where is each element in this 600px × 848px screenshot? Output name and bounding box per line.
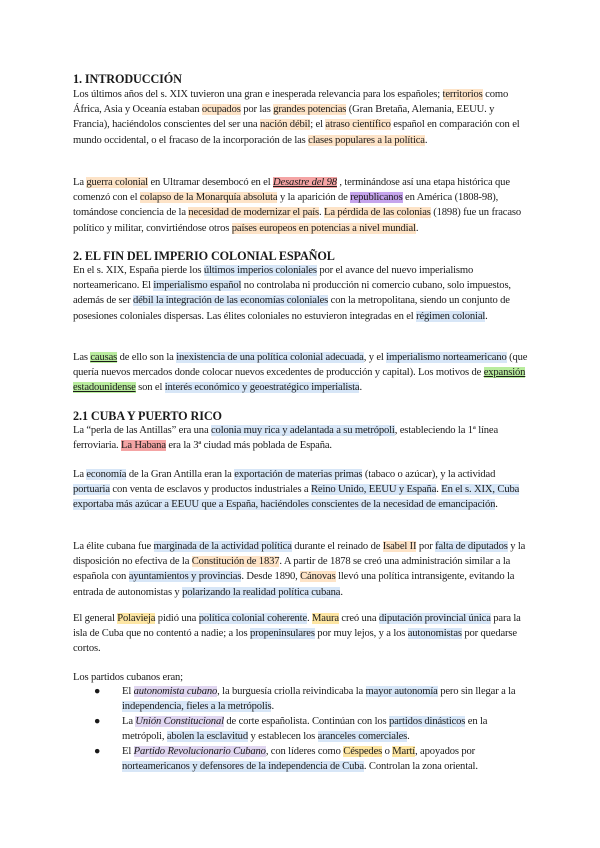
paragraph-partidos-intro: Los partidos cubanos eran; (73, 672, 183, 683)
heading-cuba-puerto-rico: 2.1 CUBA Y PUERTO RICO (73, 409, 222, 423)
paragraph-cuba-4: El general Polavieja pidió una política colonial coherente. Maura creó una diputación provincial única para la isla de Cuba que no contentó a nadie; a los propeninsulares por muy lejos, y a los autonomistas por quedarse cortos. (73, 613, 521, 655)
paragraph-imperio-1: En el s. XIX, España pierde los últimos imperios coloniales por el avance del nuevo imperialismo norteamericano. El imperialismo español no controlaba ni producción ni comercio cubano, solo impuestos, además de ser débil la integración de las economías coloniales con la metropolitana, siendo un conjunto de posesiones coloniales dispersas. Las élites coloniales no estuvieron integradas en el régimen colonial. (73, 265, 511, 322)
bullet-icon: ● (94, 686, 101, 697)
paragraph-cuba-2: La economía de la Gran Antilla eran la exportación de materias primas (tabaco o azúcar), y la actividad portuaria con venta de esclavos y productos industriales a Reino Unido, EEUU y España. En el s. XIX, Cuba exportaba más azúcar a EEUU que a España, haciéndoles conscientes de la necesidad de emancipación. (73, 469, 520, 511)
heading-fin-imperio: 2. EL FIN DEL IMPERIO COLONIAL ESPAÑOL (73, 249, 335, 263)
bullet-icon: ● (94, 716, 101, 727)
paragraph-cuba-3: La élite cubana fue marginada de la actividad política durante el reinado de Isabel II por falta de diputados y la disposición no efectiva de la Constitución de 1837. A partir de 1878 se creó una administración similar a la española con ayuntamientos y provincias. Desde 1890, Cánovas llevó una política intransigente, evitando la entrada de autonomistas y polarizando la realidad política cubana. (73, 541, 526, 598)
heading-introduccion: 1. INTRODUCCIÓN (73, 72, 182, 86)
paragraph-cuba-1: La “perla de las Antillas” era una colonia muy rica y adelantada a su metrópoli, estableciendo la 1ª línea ferroviaria. La Habana era la 3ª ciudad más poblada de España. (73, 425, 499, 452)
paragraph-imperio-2: Las causas de ello son la inexistencia de una política colonial adecuada, y el imperialismo norteamericano (que quería nuevos mercados donde colocar nuevos excedentes de producción y capital). Los motivos de expansión estadounidense son el interés económico y geoestratégico imperialista. (73, 352, 528, 394)
list-item-autonomista: ● El autonomista cubano, la burguesía criolla reivindicaba la mayor autonomía pero sin llegar a la independencia, fieles a la metrópolis. (94, 686, 516, 713)
bullet-icon: ● (94, 746, 101, 757)
list-item-union-constitucional: ● La Unión Constitucional de corte españolista. Continúan con los partidos dinásticos en la metrópoli, abolen la esclavitud y establecen los aranceles comerciales. (94, 716, 488, 743)
paragraph-intro-2: La guerra colonial en Ultramar desembocó en el Desastre del 98 , terminándose así una etapa histórica que comenzó con el colapso de la Monarquía absoluta y la aparición de republicanos en América (1808-98), tomándose conciencia de la necesidad de modernizar el país. La pérdida de las colonias (1898) fue un fracaso político y militar, convirtiéndose otros países europeos en potencias a nivel mundial. (73, 177, 521, 234)
list-item-partido-revolucionario: ● El Partido Revolucionario Cubano, con líderes como Céspedes o Martí, apoyados por norteamericanos y defensores de la independencia de Cuba. Controlan la zona oriental. (94, 746, 478, 773)
paragraph-intro-1: Los últimos años del s. XIX tuvieron una gran e inesperada relevancia para los españoles; territorios como África, Asia y Oceanía estaban ocupados por las grandes potencias (Gran Bretaña, Alemania, EEUU. y Francia), haciéndolos conscientes del ser una nación débil; el atraso científico español en comparación con el mundo occidental, o el fracaso de la incorporación de las clases populares a la política. (73, 89, 520, 146)
